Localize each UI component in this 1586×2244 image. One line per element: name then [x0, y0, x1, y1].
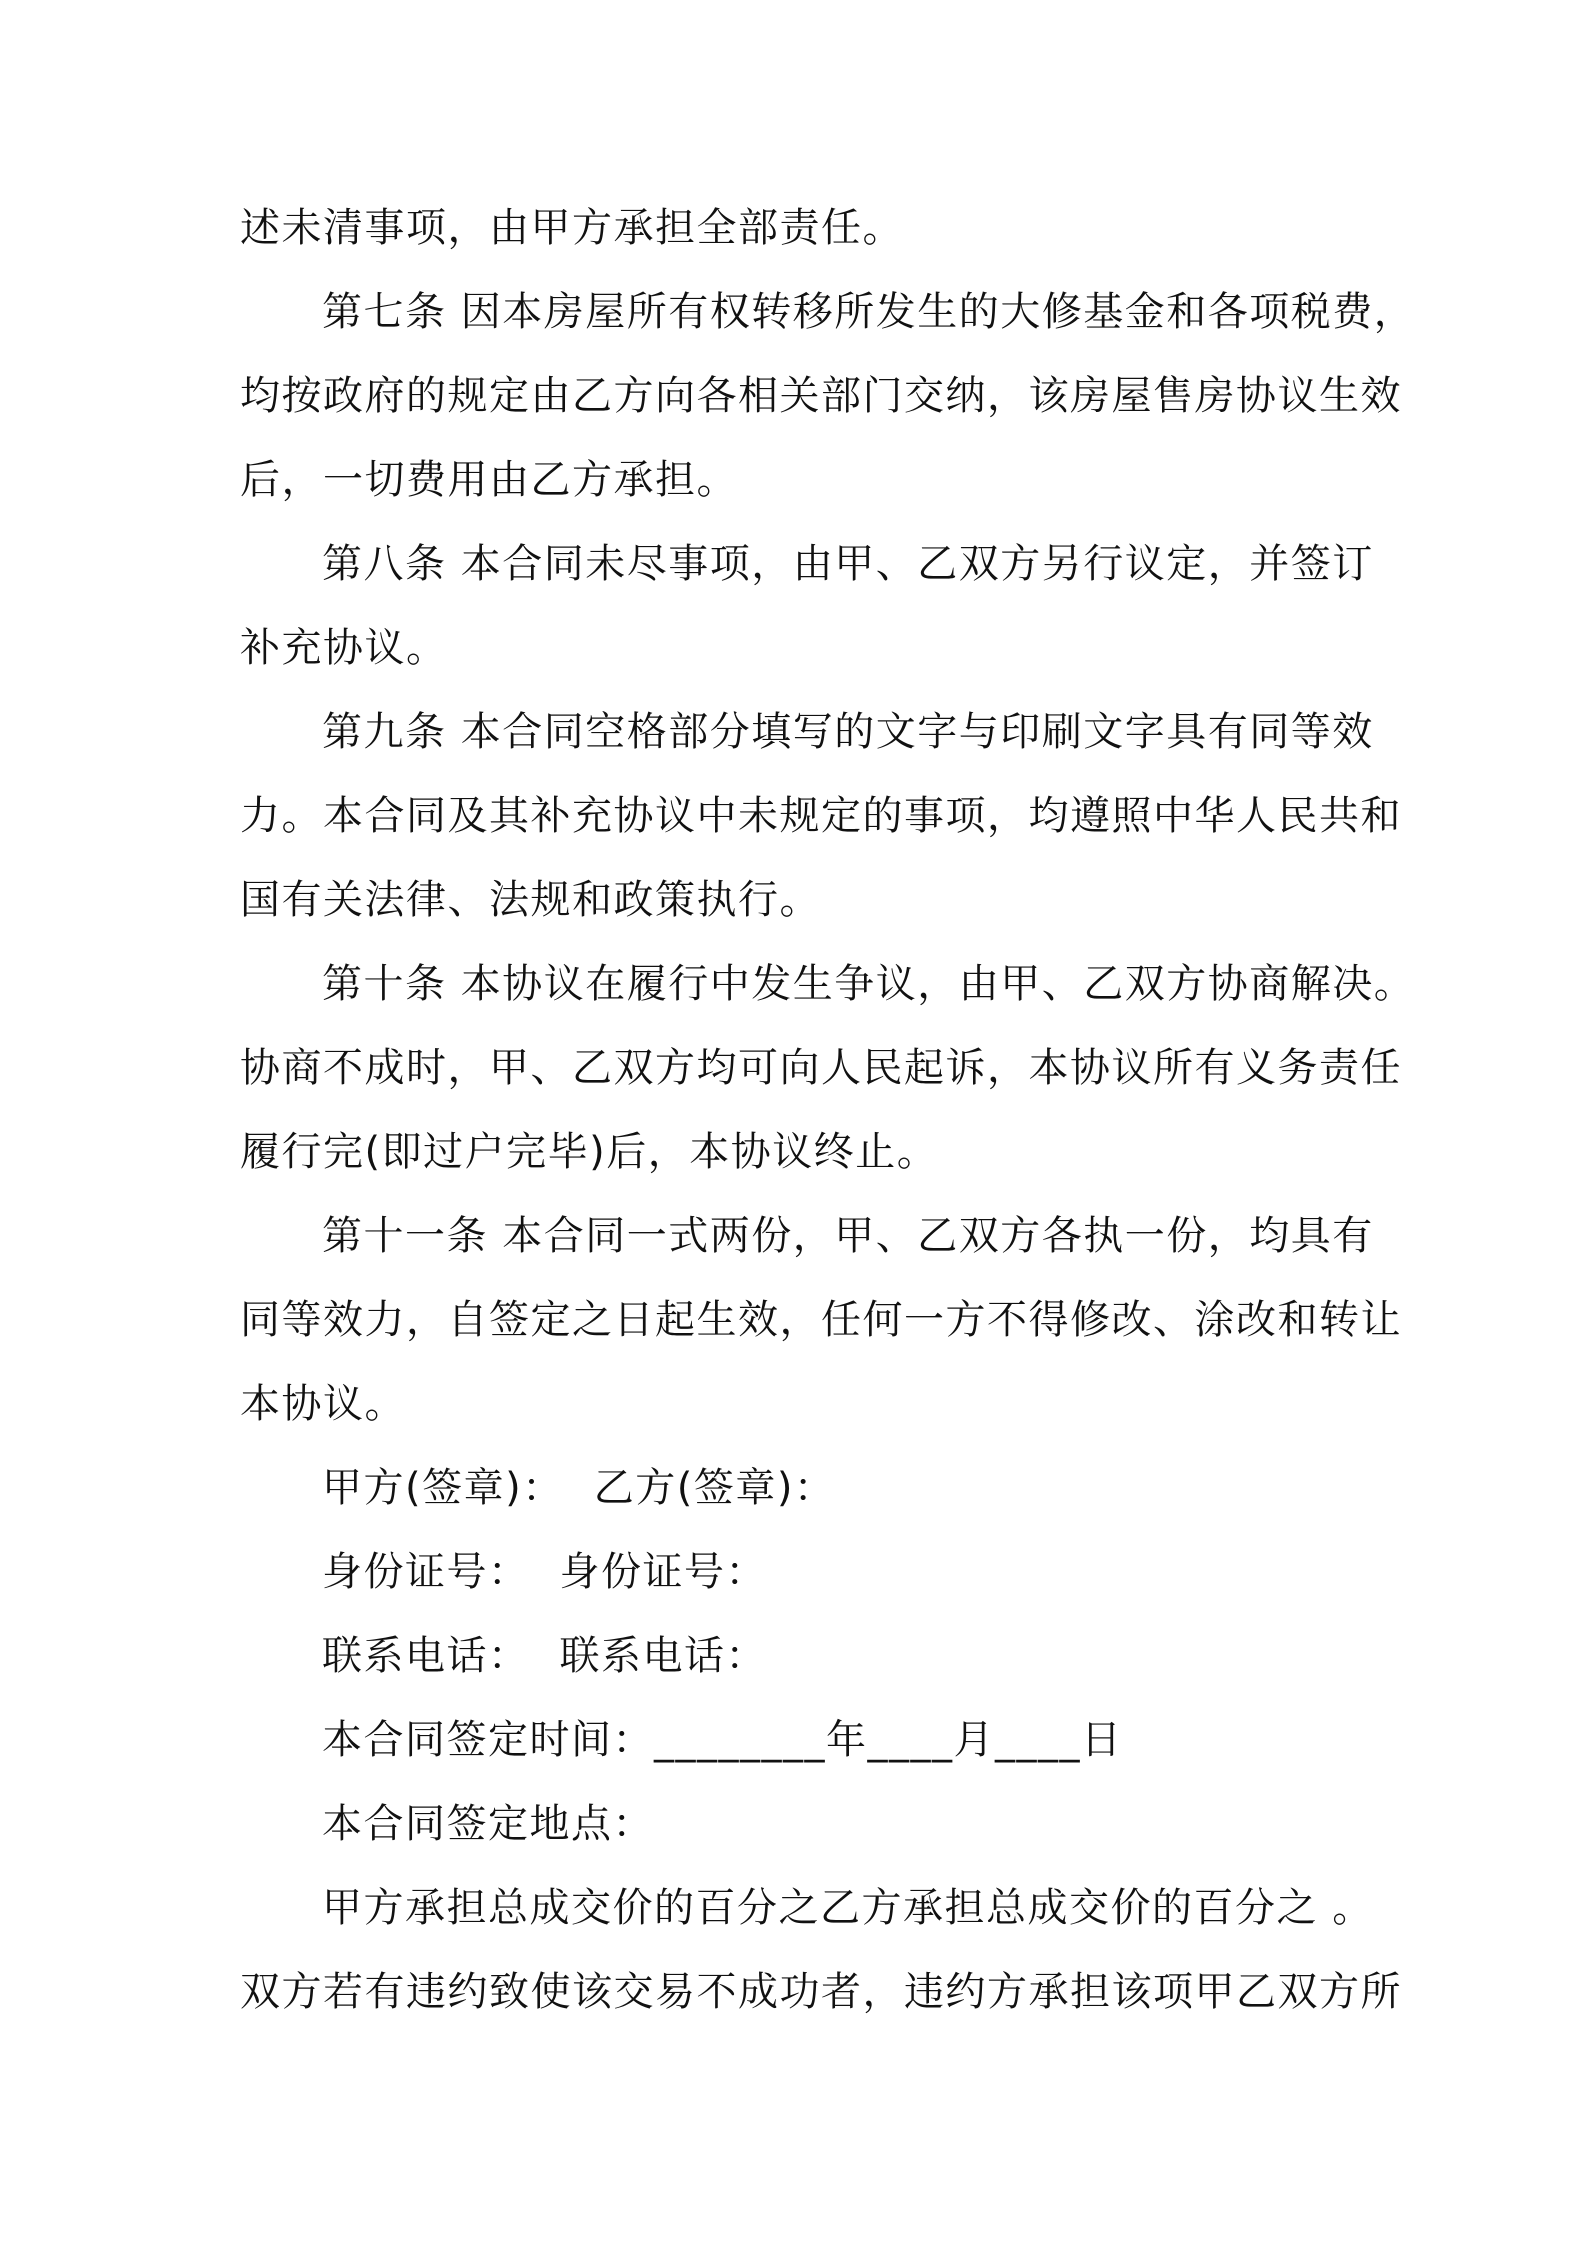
- paragraph-line: 同等效力，自签定之日起生效，任何一方不得修改、涂改和转让: [240, 1297, 1402, 1343]
- clause-11-heading-line: 第十一条 本合同一式两份，甲、乙双方各执一份，均具有: [322, 1213, 1374, 1259]
- party-a-phone-label: 联系电话：: [322, 1633, 530, 1679]
- paragraph-line: 本协议。: [240, 1381, 406, 1427]
- signature-row: [322, 1458, 835, 1518]
- paragraph-line: 后，一切费用由乙方承担。: [240, 457, 738, 503]
- clause-10-heading-line: 第十条 本协议在履行中发生争议，由甲、乙双方协商解决。: [322, 961, 1416, 1007]
- paragraph-line: 力。本合同及其补充协议中未规定的事项，均遵照中华人民共和: [240, 793, 1402, 839]
- paragraph-line: 述未清事项，由甲方承担全部责任。: [240, 205, 904, 251]
- party-a-signature-label: 甲方(签章)：: [322, 1465, 564, 1511]
- party-b-signature-label: 乙方(签章)：: [593, 1465, 836, 1511]
- party-b-phone-label: 联系电话：: [559, 1633, 767, 1679]
- paragraph-line: 国有关法律、法规和政策执行。: [240, 877, 821, 923]
- paragraph-line: 双方若有违约致使该交易不成功者，违约方承担该项甲乙双方所: [240, 1969, 1402, 2015]
- paragraph-line: 甲方承担总成交价的百分之乙方承担总成交价的百分之 。: [322, 1885, 1374, 1931]
- party-a-id-label: 身份证号：: [322, 1549, 530, 1595]
- paragraph-line: 履行完(即过户完毕)后，本协议终止。: [240, 1129, 939, 1175]
- clause-8-heading-line: 第八条 本合同未尽事项，由甲、乙双方另行议定，并签订: [322, 541, 1374, 587]
- paragraph-line: 均按政府的规定由乙方向各相关部门交纳，该房屋售房协议生效: [240, 373, 1402, 419]
- paragraph-line: 补充协议。: [240, 625, 448, 671]
- signing-date-line: 本合同签定时间：________年____月____日: [322, 1717, 1123, 1763]
- signing-place-line: 本合同签定地点：: [322, 1801, 654, 1847]
- clause-9-heading-line: 第九条 本合同空格部分填写的文字与印刷文字具有同等效: [322, 709, 1374, 755]
- party-b-id-label: 身份证号：: [559, 1549, 767, 1595]
- phone-row: [322, 1626, 767, 1686]
- id-number-row: [322, 1542, 767, 1602]
- paragraph-line: 协商不成时，甲、乙双方均可向人民起诉，本协议所有义务责任: [240, 1045, 1402, 1091]
- clause-7-heading-line: 第七条 因本房屋所有权转移所发生的大修基金和各项税费，: [322, 289, 1416, 335]
